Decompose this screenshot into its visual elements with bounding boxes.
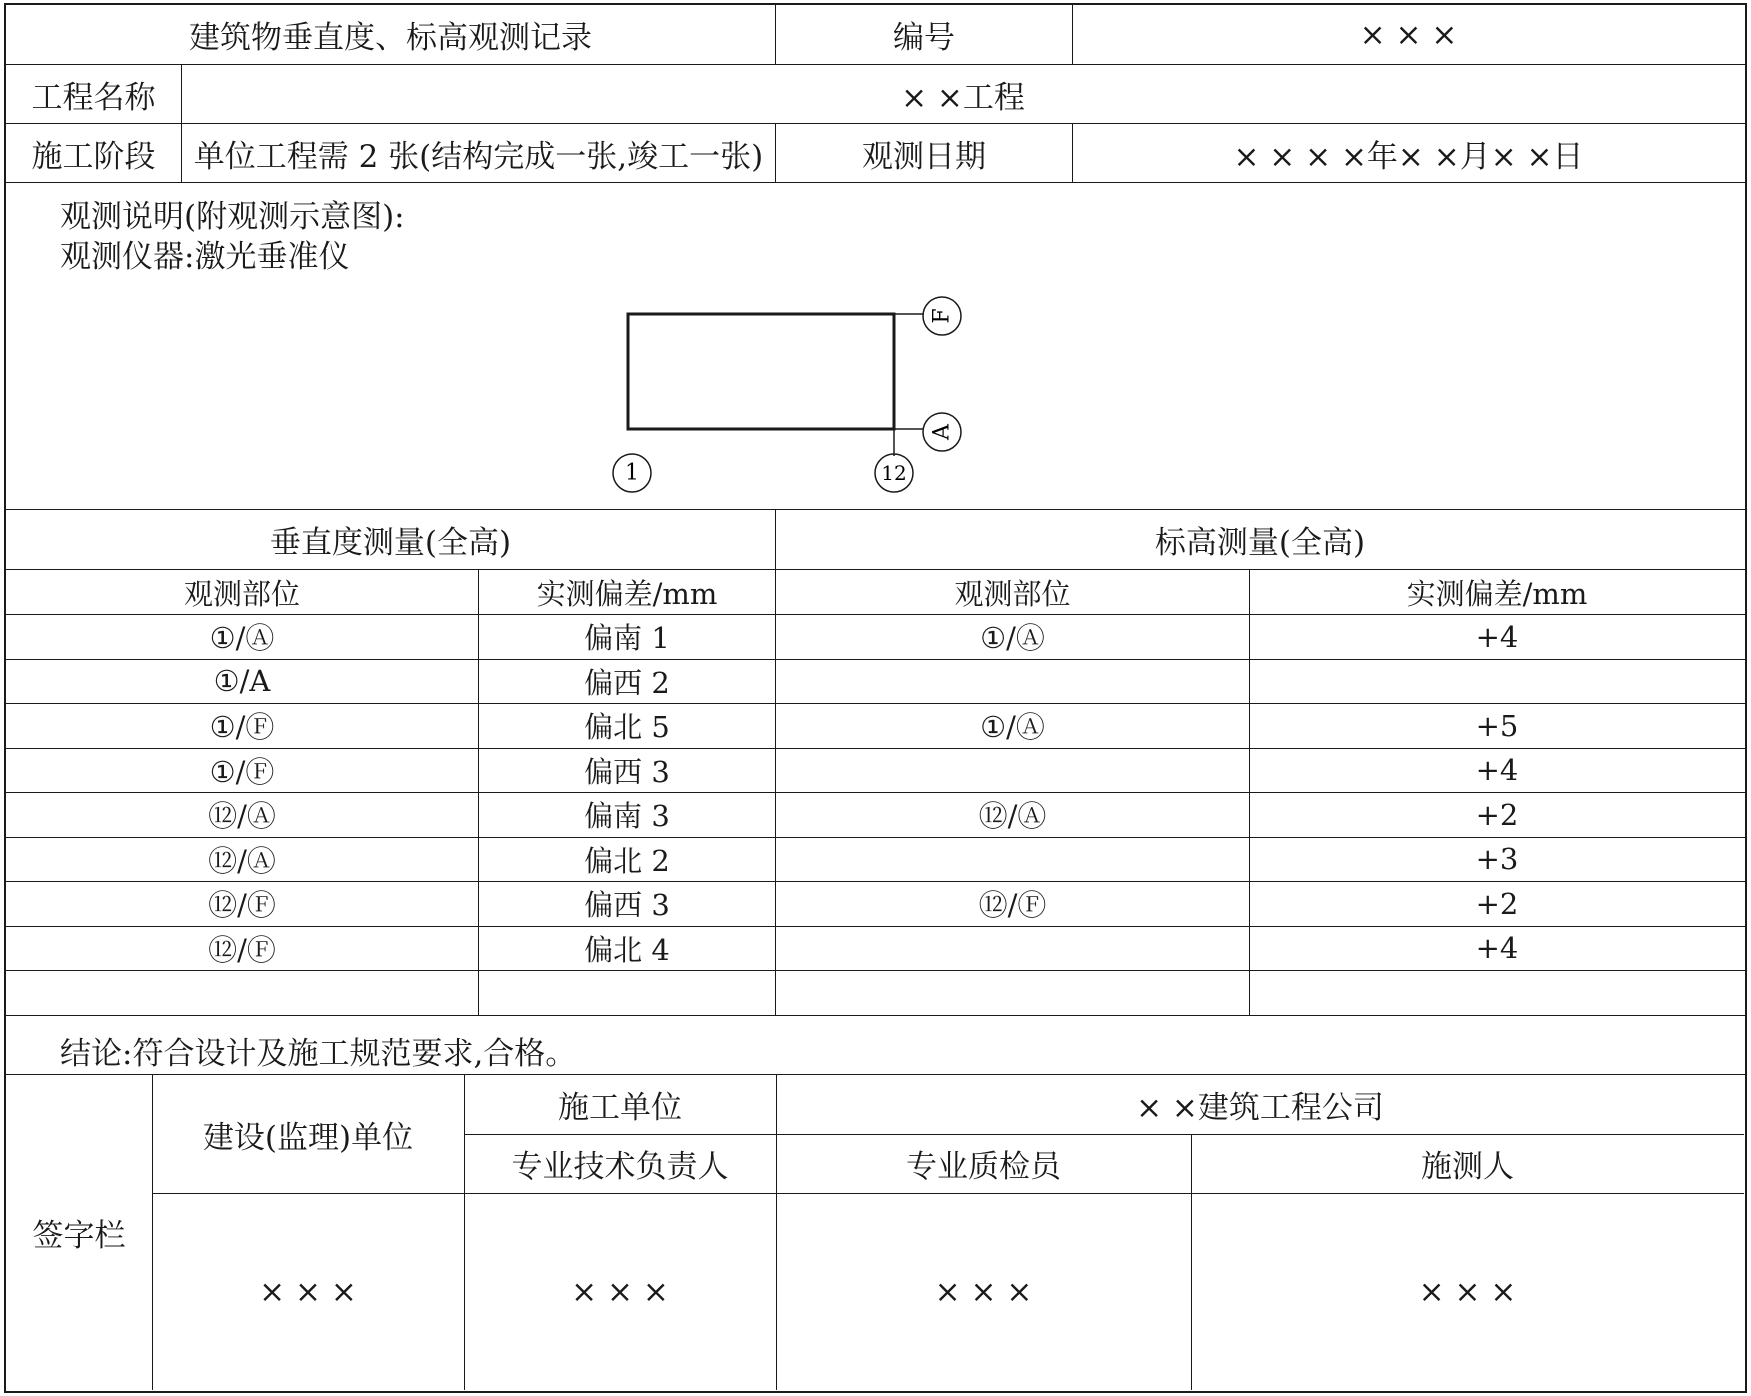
axis-f-label: F (929, 308, 955, 324)
vertical-position-cell: ⑫/Ⓕ (6, 927, 479, 971)
vertical-deviation-cell: 偏北 2 (479, 838, 776, 882)
elevation-position-cell (776, 838, 1250, 882)
notes-instrument: 观测仪器:激光垂准仪 (60, 239, 350, 275)
tech-lead-label: 专业技术负责人 (511, 1149, 729, 1185)
elevation-deviation-cell (1250, 660, 1744, 704)
project-name-label: 工程名称 (6, 65, 182, 123)
table-row (6, 793, 1745, 838)
measure-title-row (6, 510, 1745, 570)
signature-label: 签字栏 (32, 1218, 126, 1254)
vertical-deviation-cell: 偏西 3 (479, 882, 776, 926)
vertical-deviation-cell: 偏南 1 (479, 615, 776, 659)
vertical-deviation-cell: 偏南 3 (479, 793, 776, 837)
number-value: × × × (1359, 16, 1458, 53)
surveyor-label: 施测人 (1421, 1149, 1514, 1185)
table-row (6, 660, 1745, 705)
contractor-label: 施工单位 (558, 1090, 682, 1126)
elevation-measure-title: 标高测量(全高) (1154, 525, 1366, 561)
stage-row (6, 124, 1745, 183)
elevation-position-cell (776, 749, 1250, 793)
elevation-position-cell: ⑫/Ⓕ (776, 882, 1250, 926)
observation-record-form (4, 3, 1747, 1393)
owner-unit-label: 建设(监理)单位 (202, 1119, 414, 1156)
vertical-deviation-header: 实测偏差/mm (479, 570, 776, 614)
notes-section (6, 183, 1745, 510)
inspector-label: 专业质检员 (906, 1149, 1061, 1185)
vertical-position-header: 观测部位 (6, 570, 479, 614)
vertical-position-cell: ①/Ⓐ (6, 615, 479, 659)
elevation-deviation-cell: +4 (1475, 753, 1519, 788)
observation-diagram (606, 291, 986, 501)
stage-label: 施工阶段 (6, 124, 182, 182)
axis-12-label: 12 (881, 461, 907, 485)
date-label: 观测日期 (776, 124, 1073, 182)
elevation-deviation-cell: +5 (1475, 708, 1519, 743)
elevation-position-cell (776, 660, 1250, 704)
vertical-deviation-cell: 偏北 4 (479, 927, 776, 971)
conclusion-text: 结论:符合设计及施工规范要求,合格。 (60, 1035, 577, 1072)
table-row (6, 971, 1745, 1016)
elevation-position-cell: ①/Ⓐ (776, 704, 1250, 748)
elevation-deviation-cell: +2 (1475, 886, 1519, 921)
elevation-deviation-cell: +4 (1475, 931, 1519, 966)
vertical-position-cell: ⑫/Ⓐ (6, 793, 479, 837)
contractor-name: × ×建筑工程公司 (1136, 1090, 1384, 1126)
table-row (6, 704, 1745, 749)
table-row (6, 882, 1745, 927)
elevation-position-cell (776, 971, 1250, 1015)
elevation-position-header: 观测部位 (776, 570, 1250, 614)
elevation-position-cell: ①/Ⓐ (776, 615, 1250, 659)
project-name-value: × ×工程 (901, 79, 1025, 116)
vertical-position-cell: ①/A (6, 660, 479, 704)
vertical-deviation-cell (479, 971, 776, 1015)
vertical-deviation-cell: 偏西 2 (479, 660, 776, 704)
elevation-position-cell: ⑫/Ⓐ (776, 793, 1250, 837)
vertical-position-cell: ⑫/Ⓐ (6, 838, 479, 882)
vertical-position-cell: ⑫/Ⓕ (6, 882, 479, 926)
vertical-position-cell: ①/Ⓕ (6, 749, 479, 793)
project-row (6, 65, 1745, 124)
inspector-signature: × × × (934, 1273, 1033, 1310)
vertical-deviation-cell: 偏西 3 (479, 749, 776, 793)
elevation-deviation-header: 实测偏差/mm (1406, 576, 1588, 611)
number-label: 编号 (776, 5, 1073, 64)
axis-a-label: A (929, 424, 955, 440)
table-row (6, 749, 1745, 794)
stage-value: 单位工程需 2 张(结构完成一张,竣工一张) (182, 124, 776, 182)
vertical-measure-title: 垂直度测量(全高) (6, 510, 776, 569)
axis-1-label: 1 (625, 460, 639, 486)
conclusion-row (6, 1016, 1745, 1076)
vertical-deviation-cell: 偏北 5 (479, 704, 776, 748)
table-row (6, 838, 1745, 883)
vertical-position-cell (6, 971, 479, 1015)
elevation-position-cell (776, 927, 1250, 971)
title-row (6, 5, 1745, 65)
elevation-deviation-cell (1250, 971, 1744, 1015)
vertical-position-cell: ①/Ⓕ (6, 704, 479, 748)
measure-header-row (6, 570, 1745, 615)
elevation-deviation-cell: +3 (1475, 842, 1519, 877)
elevation-deviation-cell: +2 (1475, 797, 1519, 832)
notes-description: 观测说明(附观测示意图): (60, 199, 405, 235)
tech-lead-signature: × × × (571, 1273, 669, 1310)
date-value: × × × ×年× ×月× ×日 (1233, 138, 1584, 175)
table-row (6, 615, 1745, 660)
surveyor-signature: × × × (1418, 1273, 1517, 1310)
owner-signature: × × × (259, 1273, 357, 1310)
table-row (6, 927, 1745, 972)
signature-block (6, 1075, 1744, 1390)
building-outline (628, 314, 894, 429)
form-title: 建筑物垂直度、标高观测记录 (6, 5, 776, 64)
elevation-deviation-cell: +4 (1475, 619, 1519, 654)
